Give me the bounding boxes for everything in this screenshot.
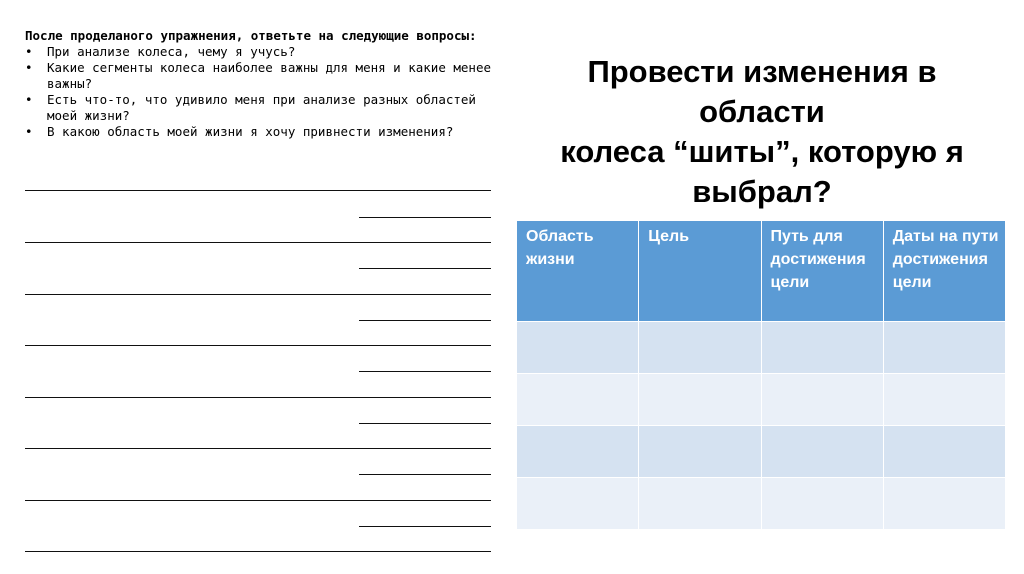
title-line: колеса “шиты”, которую я: [560, 134, 964, 169]
answer-line-short: [359, 474, 491, 475]
table-cell[interactable]: [883, 478, 1005, 530]
intro-text: После проделаного упражнения, ответьте на следующие вопросы:: [25, 28, 477, 43]
title-line: выбрал?: [692, 174, 832, 209]
table-cell[interactable]: [517, 322, 639, 374]
table-header-row: [517, 221, 1006, 322]
table-row: [517, 478, 1006, 530]
title-line: Провести изменения в: [587, 54, 937, 89]
table-cell[interactable]: [883, 322, 1005, 374]
page-title: [512, 52, 1012, 212]
table-cell[interactable]: [761, 322, 883, 374]
answer-line-short: [359, 371, 491, 372]
table-cell[interactable]: [761, 374, 883, 426]
goals-table: [516, 220, 1006, 530]
table-cell[interactable]: [517, 426, 639, 478]
answer-line-long: [25, 190, 491, 191]
table-cell[interactable]: [761, 426, 883, 478]
column-header-area: Область жизни: [517, 221, 639, 322]
bullet-icon: •: [25, 60, 33, 75]
answer-lines: [25, 0, 491, 574]
answer-line-long: [25, 345, 491, 346]
table-cell[interactable]: [639, 374, 761, 426]
table-cell[interactable]: [639, 322, 761, 374]
table-cell[interactable]: [517, 478, 639, 530]
question-text: При анализе колеса, чему я учусь?: [47, 44, 296, 59]
column-header-path: Путь для достижения цели: [761, 221, 883, 322]
answer-line-long: [25, 294, 491, 295]
table-cell[interactable]: [639, 426, 761, 478]
bullet-icon: •: [25, 44, 33, 59]
column-header-dates: Даты на пути достижения цели: [883, 221, 1005, 322]
answer-line-short: [359, 217, 491, 218]
answer-line-long: [25, 448, 491, 449]
column-header-goal: Цель: [639, 221, 761, 322]
answer-line-long: [25, 242, 491, 243]
answer-line-short: [359, 526, 491, 527]
table-cell[interactable]: [883, 374, 1005, 426]
title-line: области: [699, 94, 825, 129]
answer-line-short: [359, 320, 491, 321]
answer-line-long: [25, 500, 491, 501]
table-row: [517, 322, 1006, 374]
bullet-icon: •: [25, 124, 33, 139]
answer-line-short: [359, 268, 491, 269]
answer-line-short: [359, 423, 491, 424]
question-text: Есть что-то, что удивило меня при анализе разных областей моей жизни?: [47, 92, 476, 123]
table-cell[interactable]: [517, 374, 639, 426]
table-cell[interactable]: [761, 478, 883, 530]
table-cell[interactable]: [883, 426, 1005, 478]
table-row: [517, 374, 1006, 426]
answer-line-long: [25, 551, 491, 552]
table-row: [517, 426, 1006, 478]
question-text: В какою область моей жизни я хочу привнести изменения?: [47, 124, 454, 139]
question-text: Какие сегменты колеса наиболее важны для меня и какие менее важны?: [47, 60, 492, 91]
answer-line-long: [25, 397, 491, 398]
table-cell[interactable]: [639, 478, 761, 530]
bullet-icon: •: [25, 92, 33, 107]
